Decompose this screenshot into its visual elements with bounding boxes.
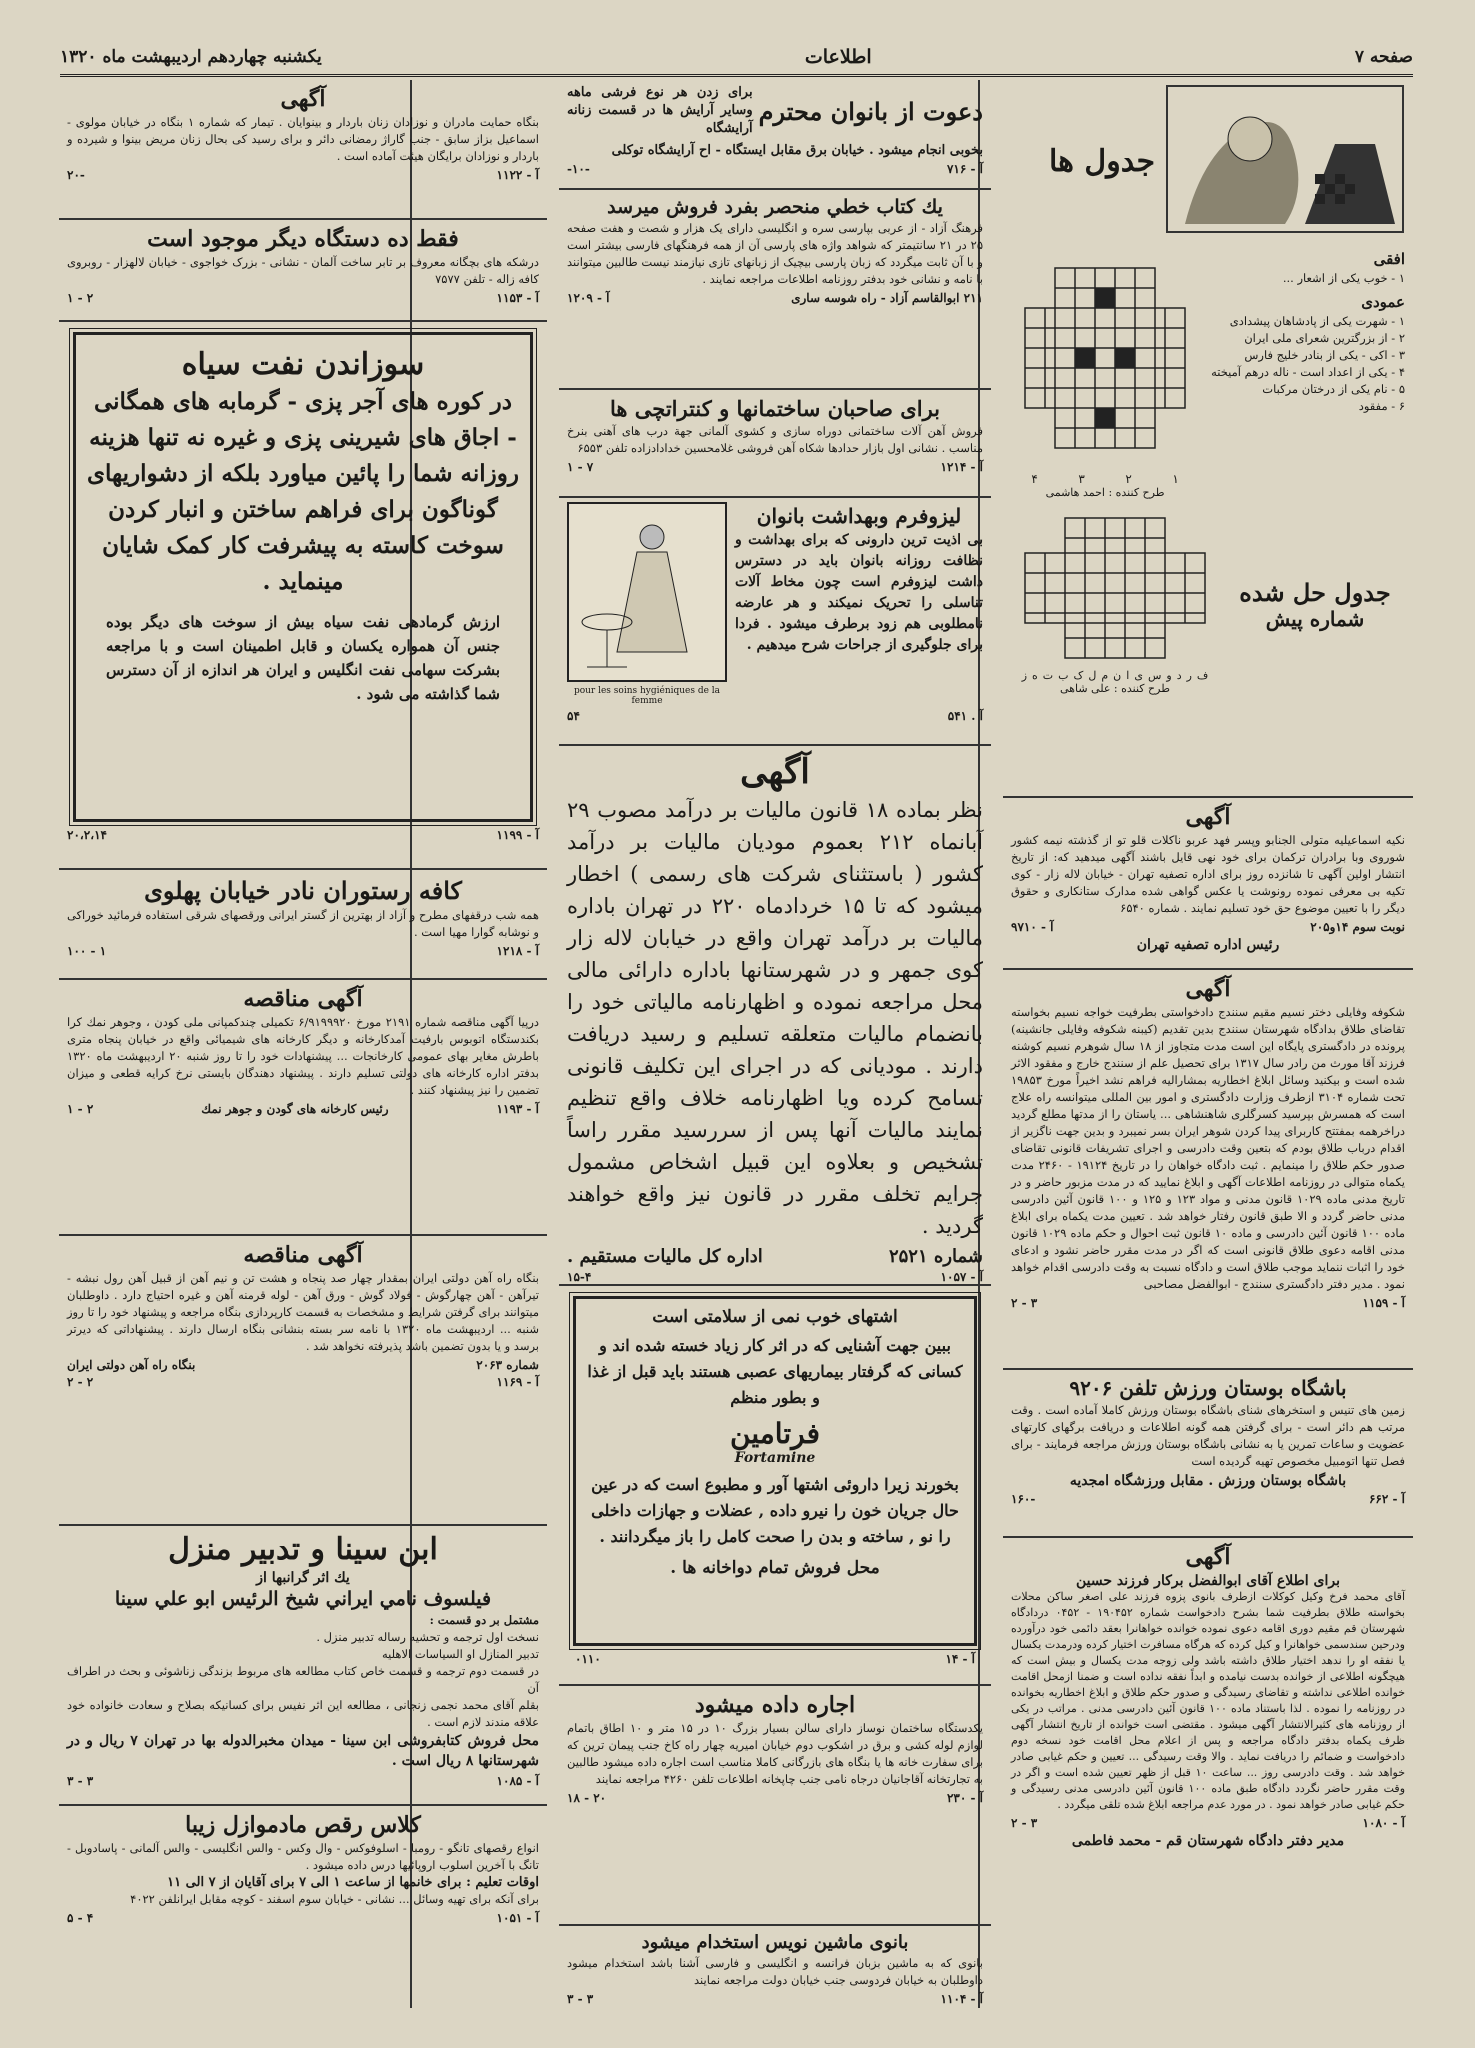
ad-body: شکوفه وفایلی دختر نسیم مقیم سنندج دادخواستی بطرفیت خواجه نسیم بخواسته تقاضای طلاق بدادگاه شهرستان سنندج بدین تقدیم (کیبنه شکوفه وفایلی جانشینه) پرونده در دادگستری پایگاه این است مدت متجاوز از ۱۸ سال شوهرم نسیم کوشنه فرزند آقا مورث من رادر سال ۱۳۱۷ برای تحصیل علم از سنندج خارج و مفقود الاثر شده است و بیکنید وسائل ابلاغ اخطاریه بمشارالیه فراهم نشد اخیراً مورخ ۱۹۸۵۳ تحت شماره ۳۱۰۴ ازطرف وزارت دادگستری و امور بین المللی میتوانسه راه علاج است که همسرش بپرسید کسرگلری شاهنشاهی ... یاستان را از مدتها مطلع گردید دراخرهمه بمفتتح کاربرای پیدا کردن شوهر ایران بسر نمیبرد و بدین جهت ناگزیر از اقدام درباب طلاق بودم که بتعین وقت دادرسی و اجرای تشریفات قانونی تقاضای صدور حکم طلاق را مینمایم . ثبت دادگاه خواهان را در تاریخ ۱۹۱۲۴ - ۲۴۶۰ مدت یکماه متوالی در روزنامه اطلاعات آگهی و ابلاغ نمایید که در مدت مزبور حاضر و در تاریخ مدنی ماده ۱۰۲۹ قانون مدنی و مواد ۱۲۳ و ۱۲۵ و ۱۰۰ قانون آئین دادرسی مدنی حاضر گردد و الا طبق قانون رفتار خواهد شد . تعیین مدت یکماه برای ابلاغ ماده ۱۰۰ قانون آئین دادرسی و ماده ۱۰ قانون ثبت احوال و حکم ماده ۱۰۲۹ قانون مدنی اقامه دعوی طلاق قانونی است که اگر در مدت مقرر حاضر نشود و ادعای خود را اثبات ننماید موجب طلاق است و دادگاه نسبت به وقت دادرسی اقدام خواهد نمود . مدیر دفتر دادگستری سنندج - ابوالفضل مصاحبی [1011,1005,1406,1291]
ad-ref: آ - ۱۴ [945,1652,975,1666]
ad-ref: ۳ - ۲ [1011,1816,1038,1830]
ad-ref: -۱۶۰ [1011,1492,1036,1506]
ad-ref: آ - ۱۰۵۱ [496,1911,539,1925]
ad-ref: آ - ۱۱۲۲ [496,168,539,182]
ad-sale-point: محل فروش تمام دواخانه ها . [670,1558,880,1578]
ad-ref: ۲ - ۱ [67,1102,94,1116]
solved-letter: ب [1058,669,1069,682]
ad-title: آگهی [1185,976,1231,1002]
ad-ref: ۴ - ۵ [67,1911,94,1925]
ad-typist-wanted [559,1926,991,2008]
solved-letter: ل [1088,669,1097,682]
ad-body: بخوبی انجام میشود . خیابان برق مقابل ایستگاه - اح آرایشگاه توکلی [611,143,983,158]
ad-ref: آ - ۱۱۹۳ [496,1102,539,1116]
solved-author: طرح کننده : علی شاهی [1060,682,1170,695]
column-right [1003,80,1413,2008]
ad-signature: بنگاه راه آهن دولتی ایران [67,1358,196,1372]
ad-body: درپیا آگهی مناقصه شماره ۲۱۹۱ مورخ ۶/۹۱۹۹۹۲۰ تکمیلی چندکمپانی ملی کودن ، وجوهر نمك کرا بکندستگاه اتوبوس بارفیت آمدکارخانه و دیگر کارخانه های شیمیائی واقع در خیابان پنجاه متری باطرش مغایر بهای عمومی کارخانجات ... پیشنهادات خود را تا روز شنبه ۲۰ اردیبهشت ماه ۱۳۲۰ بدفتر اداره کارخانه های دولتی تسلیم دارند . پیشنهاد دهندگان بایستی نرخ کرایه قطعی و میزان تضمین را نیز پیشنهاد کنند . [67,1015,540,1097]
ad-number: شماره ۲۰۶۳ [476,1358,539,1372]
ad-salon-invitation [559,80,991,190]
solved-letter: ن [1113,669,1122,682]
ad-ref: ۰۱۱۰ [575,1652,601,1666]
ad-ref: ۲۱۱ ابوالقاسم آزاد - راه شوسه ساری [791,291,983,305]
ad-sale-point: محل فروش کتابفروشی ابن سینا - میدان مخبرالدوله بها در تهران ۷ ریال و در شهرستانها ۸ ریال است . [67,1733,539,1769]
ad-divorce-sanandaj [1003,970,1413,1370]
ad-ref: ۱ - ۱۰۰ [67,944,107,958]
ad-body: درشکه های بچگانه معروف بر تابر ساخت آلمان - نشانی - بزرک خواجوی - خیابان لالهزار - روبروی کافه زاله - تلفن ۷۵۷۷ [67,255,539,286]
ad-title: یك كتاب خطي منحصر بفرد فروش ميرسد [607,196,943,218]
toc-item: در قسمت دوم ترجمه و قسمت خاص کتاب مطالعه های مربوط بزندگی زناشوئی و بحث در اطراف آن [67,1664,539,1695]
ad-title: براى صاحبان ساختمانها و كنتراتچى ها [609,396,940,421]
ad-caption: pour les soins hygiéniques de la femme [573,686,721,706]
ad-title: بانوی ماشین نویس استخدام میشود [641,1932,909,1953]
ad-tender-railway [59,1236,547,1526]
solved-letter: ز [1021,669,1028,682]
ad-ref: ۵۴ [567,709,580,723]
ad-ref: آ - ۹۷۱۰ [1011,920,1054,934]
ad-liquidation [1003,798,1413,970]
ad-title: آگهی [280,86,326,112]
ad-ref: آ - ۱۱۶۹ [496,1375,539,1389]
ad-body: یکدستگاه ساختمان نوساز دارای سالن بسیار بزرگ ۱۰ در ۱۵ متر و ۱۰ اطاق باتمام لوازم لوله کشی و برق در اشکوب دوم خیابان امیریه چهار راه کاخ جنب پیمان ترین که برای سفارت خانه ها یا بنگاه های بازرگانی کاملا مناسب است اجاره داده میشود طالبین به تجارتخانه آقاجانیان درجاه نامی جنب چاپخانه اطلاعات تلفن ۴۲۶۰ مراجعه نمایند [567,1721,983,1786]
ad-ref: آ - ۱۲۱۴ [940,460,983,474]
ad-title: کافه رستوران نادر خیابان پهلوی [144,876,462,905]
ad-fuel-oil [59,322,547,870]
vertical-clue: ۳ - اکی - یکی از بنادر خلیج فارس [1244,348,1405,362]
ad-ref: ۲ - ۱ [67,291,94,305]
ad-avicenna-book [59,1526,547,1806]
puzzle-title: جدول ها [1049,144,1155,179]
ad-bustan-sports-club [1003,1370,1413,1538]
ad-ref: آ - ۱۰۸۵ [496,1774,539,1788]
column-left [59,80,547,2008]
ad-signature: اداره کل مالیات مستقیم . [567,1246,763,1267]
ad-subtitle: برای اطلاع آقای ابوالفضل برکار فرزند حسین [1075,1573,1341,1589]
solved-title: جدول حل شده [1239,577,1391,607]
page-header [60,40,1413,77]
solved-subtitle: شماره پیش [1265,606,1365,631]
ad-body: برای آنکه برای تهیه وسائل ... نشانی - خیابان سوم اسفند - کوچه مقابل ایرانلفن ۴۰۲۲ [130,1892,539,1906]
ad-body: انواع رقصهای تانگو - رومبا - اسلوفوکس - وال وکس - والس انگلیسی - والس آلمانی - پاسادوبل - تانگ با آخرین اسلوب اروپائیها درس داده میشود . [67,1841,539,1872]
ad-body: بی اذیت ترین دارونی که برای بهداشت و نظافت روزانه بانوان باید در دسترس داشت لیزوفرم است چون مخاط آلات تناسلی را تحریک نمیکند و هر عارضه نامطلوبی هم زود برطرف میشود . فردا برای جلوگیری از جراحات شرح میدهیم . [735,532,983,653]
ad-title: آگهی [1185,804,1231,830]
page-number: صفحه ۷ [1354,47,1413,67]
solved-crossword-grid [1015,513,1215,663]
toc-item: تدبیر المنازل او السیاسات الاهلیه [381,1647,539,1661]
ad-ref: آ - ۱۲۱۸ [496,944,539,958]
ad-body: بنگاه حمایت مادران و نوزادان زنان باردار و بینوایان . تیمار که شماره ۱ بنگاه در خیابان مولوی - اسماعیل بزاز سابق - جنب گاراژ رمضانی دائر و برای رسید کی بحال زنان مریض بینوا و شیرده و باردار و نوزادان برایگان هیئت آماده است . [67,115,539,163]
ad-subtitle: فيلسوف نامي ايراني شيخ الرئيس ابو علي سينا [114,1588,492,1610]
empty-crossword-grid [1015,248,1195,468]
ad-body: فروش آهن آلات ساختمانی دوراه سازی و کشوی آلمانی جهة درب های آهنی بنرخ مناسب . نشانی اول بازار حدادها شکاه آهن فروشی غلامحسین خدادادزاده تلفن ۶۵۵۳ [567,424,983,455]
brand-name: فرتامین [730,1417,820,1450]
ad-ref: ۳ - ۳ [567,1992,594,2006]
ad-ref: آ - ۲۳۰ [946,1791,983,1805]
ad-signature: رئیس اداره تصفیه تهران [1136,937,1280,953]
ad-divorce-qom [1003,1538,1413,2008]
ad-rare-book [559,190,991,390]
ad-ref: آ - ۱۲۰۹ [567,291,610,305]
vertical-clue: ۴ - یکی از اعداد است - ناله درهم آمیخته [1211,365,1405,379]
ad-ref: ۲۰ - ۱۸ [567,1791,607,1805]
ad-ref: آ - ۱۱۹۹ [496,828,539,842]
ad-ref: آ . ۵۴۱ [947,709,983,723]
ad-for-rent [559,1686,991,1926]
ad-ref: آ - ۷۱۶ [946,162,983,176]
puzzle-illustration-icon [1165,84,1405,234]
ad-title: فقط ده دستگاه دیگر موجود است [147,226,459,252]
ad-ref: آ - ۱۰۸۰ [1362,1816,1405,1830]
ad-cafe-nader [59,870,547,980]
vertical-clue: ۵ - نام یکی از درختان مرکبات [1262,382,1405,396]
ad-body: بخورند زیرا داروئی اشتها آور و مطبوع است که در عین حال جریان خون را نیرو داده , عضلات و جهازات داخلی را نو , ساخته و بدن را صحت کامل را باز میگردانند . [591,1475,959,1546]
column-middle [559,80,991,2008]
grid-number: ۲ [1125,472,1132,486]
horizontal-clues: ۱ - خوب یکی از اشعار ... [1282,271,1405,285]
ad-title: آگهی مناقصه [243,1242,363,1268]
solved-letter: ت [1042,669,1054,682]
ad-title: سوزاندن نفت سیاه [181,347,425,382]
woman-at-basin-illustration-icon [567,502,727,682]
grid-number: ۴ [1031,472,1038,486]
ad-headline: اشتهای خوب نمی از سلامتی است [652,1307,898,1327]
ad-title: كلاس رقص مادموازل زيبا [185,1812,421,1838]
ad-ref: آ - ۱۱۵۳ [496,291,539,305]
ad-body: ارزش گرمادهی نفت سیاه بیش از سوخت های دیگر بوده جنس آن همواره یکسان و قابل اطمینان است و با مراجعه بشرکت سهامی نفت انگلیس و ایران هر اندازه از آن دسترس شما گذاشته می شود . [106,613,500,703]
ad-body: همه شب درقفهای مطرح و آزاد از بهترین از گستر ایرانی ورقصهای شرقی استفاده فرمائید خوراکی و نوشابه گوارا مهیا است . [67,908,539,939]
ad-body: بانوی که به ماشین بزبان فرانسه و انگلیسی و فارسی آشنا باشد استخدام میشود داوطلبان به خیابان فردوسی جنب خیابان دولت مراجعه نمایند [567,1956,983,1987]
ad-title: اجاره داده ميشود [694,1692,856,1718]
toc-item: بقلم آقای محمد نجمی زنجانی ، مطالعه این اثر نفیس برای کسانیکه بصلاح و سعادت خانواده خود علاقه مندند لازم است . [67,1698,539,1729]
ad-ref: آ - ۱۱۵۹ [1362,1296,1405,1310]
puzzle-section [1003,80,1413,798]
solved-letter: ی [1134,669,1143,682]
ad-ref: نوبت سوم ۱۴و۲۰۵ [1310,920,1405,934]
ad-body: آقای محمد فرخ وکیل کوکلات ازطرف بانوی پزوه فرزند علی اصغر ساکن محلات بخواسته طلاق بطرفیت شما بشرح دادخواست شماره ۱۹۰۴۵۲ - ۰۴۵۲ دردادگاه شهرستان قم مقیم دوری اقامه دعوی نموده خوانده خواهانرا بعقد دائمی خود درآورده ودرحین سندسمی خواهانرا و کیل کرده که هرگاه مسافرت اختیار کرده ودرمدت یکسال یا نفقه او را ندهد اختیار طلاق داشته باشد ولی زوجه مدت یکسال و بیش است که هیچگونه اطلاعی از خوانده بدست نیامده و ابداً نفقه نداده است و ضمنا ازمحل اقامت خوانده اطلاعی نداشته و تقاضای رسیدگی و صدور حکم طلاق و ابلاغ اخطاریه بخوانده در روزنامه را نموده . لذا باستناد ماده ۱۰۰ قانون آئین دادرسی مدنی . مراتب در یکی از روزنامه های کثیرالانتشار آگهی میشود . مقتضی است خوانده از تاریخ انتشار آگهی ظرف یکماه بدفتر دادگاه مراجعه و پس از اعلام محل اقامت خود نسخه دوم دادخواست و ضمائم را دریافت نماید . والا وقت رسیدگی ... تعیین و حکم غیابی صادر خواهد شد . وقت دادرسی روز ... ساعت ۱۰ قبل از ظهر تعیین شده است و اگر در وقت مقرر حاضر نگردد دادگاه طبق ماده ۱۰۰ قانون آئین دادرسی مدنی رسیدگی و حکم غیابی صادر خواهد نمود . در مورد عدم مراجعه ابلاغ شده تلقی میگردد . [1011,1590,1406,1811]
ad-lysoform [559,498,991,746]
ad-income-tax-notice [559,746,991,1286]
ad-ref: -۲۰ [67,168,85,182]
solved-letter: س [1147,669,1162,682]
ad-signature: مدیر دفتر دادگاه شهرستان قم - محمد فاطمی [1071,1833,1345,1849]
ad-body: نظر بماده ۱۸ قانون مالیات بر درآمد مصوب ۲۹ آبانماه ۲۱۲ بعموم مودیان مالیات بر درآمد کشور ( باستثنای شرکت های رسمی ) اخطار میشود که تا ۱۵ خردادماه ۲۲۰ در تهران باداره مالیات بر درآمد تهران واقع در خیابان لاله زار کوی جمهر و در شهرستانها باداره دارائی مالی محل مراجعه نموده و اظهارنامه مالیاتی خود را بانضمام مالیات متعلقه تسلیم و رسید دریافت دارند . مودیانی که در اجرای این تکلیف قانونی تسامح کرده ویا اظهارنامه خلاف واقع تنظیم نمایند مالیات آنها پس از سررسید مقرر راساً تشخیص و بعلاوه این قبیل اشخاص مشمول جرایم تخلف مقرر در قانون نیز واقع خواهند گردید . [567,798,984,1238]
toc-item: نسخت اول ترجمه و تحشیه رساله تدبیر منزل . [316,1630,539,1644]
issue-date: یکشنبه چهاردهم اردیبهشت ماه ۱۳۲۰ [60,47,322,67]
ad-title: لیزوفرم وبهداشت بانوان [756,504,962,528]
vertical-clue: ۲ - از بزرگترین شعرای ملی ایران [1244,331,1405,345]
ad-lead: برای زدن هر نوع فرشی ماهه وسایر آرایش ها در قسمت زنانه آرایشگاه [567,85,753,136]
ad-ref: ۲ - ۲ [67,1375,94,1389]
solved-letter: و [1166,669,1172,682]
ad-title: ابن سینا و تدبیر منزل [168,1532,438,1567]
solved-letter: ه [1032,669,1038,682]
ad-ref: ۲۰،۲،۱۴ [67,828,107,842]
brand-name-latin: Fortamine [734,1450,816,1466]
ad-signature: رئیس کارخانه های گودن و جوهر نمك [201,1102,389,1116]
ad-ref: ۱۵-۴ [567,1270,592,1284]
ad-title: آگهی [1185,1544,1231,1570]
toc-heading: مشتمل بر دو قسمت : [429,1613,539,1627]
solved-letter: د [1176,669,1182,682]
ad-title: آگهی [740,752,810,792]
ad-subtitle: یك اثر گرانبها از [256,1570,350,1586]
ad-dance-class [59,1806,547,2008]
ad-ref: -۱۰- [567,162,590,176]
ad-ref: ۳ - ۳ [67,1774,94,1788]
ad-ref: ۷ - ۱ [567,460,594,474]
grid-number: ۳ [1078,472,1085,486]
ad-body: در کوره های آجر پزی - گرمابه های همگانی - اجاق های شیرینی پزی و غیره نه تنها هزینه روزانه شما را پائین میاورد بلکه از دشواریهای گوناگون برای فراهم ساختن و انبار کردن سوخت کاسته به پیشرفت کار کمک شایان مینماید . [86,388,519,595]
ad-body: نکیه اسماعیلیه متولی الجنابو وپسر فهد عربو ناکلات قلو تو از گذشته نیمه کشور شوروی وبا برادران ترکمان برای خود نهی قایل باشند آگهی میدهید که: از تاریخ انتشار اولین آگهی تا شانزده روز برای اداره تصفیه تهران - خیابان لاله زار - کوی تکیه بی معرفی نموده رونوشت یا عکس گواهی شده مدارک ستانکاری و حقوق دیگر را با تعیین موضوع حق خود تسلیم نمایند . شماره ۶۵۴۰ [1011,833,1405,915]
ad-title: باشگاه بوستان ورزش تلفن ۹۲۰۶ [1069,1376,1347,1400]
ad-signature: باشگاه بوستان ورزش . مقابل ورزشگاه امجدیه [1069,1473,1347,1489]
solved-letter: ا [1126,669,1130,682]
ad-hours: اوقات تعلیم : برای خانمها از ساعت ۱ الی ۷ برای آقایان از ۷ الی ۱۱ [167,1875,539,1890]
ad-ref: آ - ۱۰۵۷ [940,1270,983,1284]
ad-prams [59,220,547,322]
ad-body: ببین جهت آشنایی که در اثر کار زیاد خسته شده اند و کسانی که گرفتار بیماریهای عصبی هستند باید قبل از غذا و بطور منظم [587,1336,963,1407]
ad-ref: ۳ - ۲ [1011,1296,1038,1310]
solved-letter: ک [1073,669,1084,682]
vertical-clue: ۱ - شهرت یکی از پادشاهان پیشدادی [1229,314,1405,328]
vertical-heading: عمودی [1361,293,1405,311]
ad-ref: آ - ۶۶۲ [1368,1492,1405,1506]
newspaper-name: اطلاعات [804,46,872,68]
ad-tender-factories [59,980,547,1236]
horizontal-heading: افقی [1373,250,1405,268]
ad-fortamine [559,1286,991,1686]
ad-body: بنگاه راه آهن دولتی ایران بمقدار چهار صد پنجاه و هشت تن و نیم آهن از قبیل آهن رول نبشه - تیرآهن - آهن چهارگوش - فولاد گوش - ورق آهن - لوله قرمنه آهن و غیره احتیاج دارد . داوطلبان میتوانند برای گرفتن شرایط و مشخصات به قسمت کارپردازی بنگاه مراجعه و پیشنهاد خود را تا روز شنبه ... اردیبهشت ماه ۱۳۲۰ با نامه سر بسته بنشانی بنگاه ارسال دارند . پیشنهاداتی که دیرتر برسد و یا بدون تضمین باشد پذیرفته نخواهد شد . [67,1271,539,1353]
ad-title: دعوت از بانوان محترم [758,96,983,126]
ad-number: شماره ۲۵۲۱ [888,1246,983,1267]
ad-body: فرهنگ آزاد - از عربی بپارسی سره و انگلیسی دارای یک هزار و شصت و هفت صفحه ۲۵ در ۲۱ سانتیمتر که شواهد واژه های پارسی آن از همه فرهنگهای فارسی بیشتر است و با آن ثابت میگردد که زبان پارسی بیچیک از زبانهای تازی نیازمند نیست طالبین میتوانند با نامه و نشانی خود بدفتر روزنامه اطلاعات مراجعه نمایند . [567,221,983,286]
ad-building-supplies [559,390,991,498]
ad-mothers-charity [59,80,547,220]
vertical-clue: ۶ - مفقود [1358,399,1405,413]
grid-number: ۱ [1172,472,1179,486]
puzzle-author: طرح کننده : احمد هاشمی [1045,486,1165,499]
ad-ref: آ - ۱۱۰۴ [940,1992,983,2006]
ad-title: آگهی مناقصه [243,986,363,1012]
solved-letter: م [1101,669,1109,682]
solved-letter: ف [1196,669,1209,682]
ad-body: زمین های تنیس و استخرهای شنای باشگاه بوستان ورزش کاملا آماده است . وقت مرتب هم دائر است - برای گرفتن همه گونه اطلاعات و دریافت برگهای کارتهای عضویت و ساعات تمرین یا به نشانی باشگاه بوستان ورزش مراجعه فرمایند - برای فصل تنها اتومبیل مخصوص تهیه گردیده است [1011,1403,1405,1468]
solved-letter: ر [1186,669,1192,682]
